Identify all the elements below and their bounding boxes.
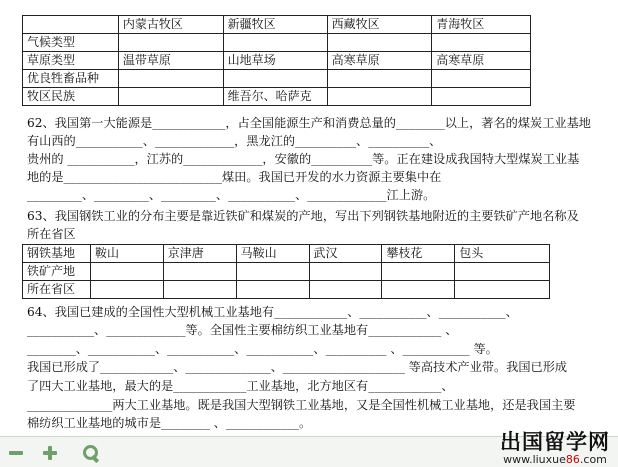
table-cell xyxy=(223,70,327,88)
table-cell xyxy=(309,281,382,299)
table-cell: 草原类型 xyxy=(23,52,119,70)
table-header-cell xyxy=(23,16,119,34)
table-row xyxy=(23,34,531,52)
table-row xyxy=(23,88,531,106)
table-cell: 温带草原 xyxy=(118,52,223,70)
pasture-table xyxy=(22,15,531,106)
table-header-row xyxy=(23,245,550,263)
table-cell: 高寒草原 xyxy=(432,52,531,70)
table-header-cell: 武汉 xyxy=(309,245,382,263)
zoom-in-button[interactable] xyxy=(40,442,62,464)
table-header-cell: 青海牧区 xyxy=(432,16,531,34)
table-cell: 山地草场 xyxy=(223,52,327,70)
table-header-cell: 包头 xyxy=(455,245,550,263)
question-62-line: 地的是__________________________煤田。我国已开发的水力资源主要集中在 xyxy=(27,170,442,184)
table-cell xyxy=(118,88,223,106)
table-cell xyxy=(327,88,432,106)
table-header-cell: 马鞍山 xyxy=(236,245,309,263)
table-cell xyxy=(90,281,163,299)
table-header-cell: 新疆牧区 xyxy=(223,16,327,34)
question-63-line: 63、我国钢铁工业的分布主要是靠近铁矿和煤炭的产地，写出下列钢铁基地附近的主要铁矿产地名称及 xyxy=(27,209,579,223)
table-cell xyxy=(90,263,163,281)
question-64-line: 棉纺织工业基地的城市是________ 、____________。 xyxy=(27,416,312,430)
watermark-logo xyxy=(500,430,610,466)
table-cell xyxy=(327,34,432,52)
steel-base-table xyxy=(22,244,550,299)
question-62-line: 贵州的 ___________，江苏的_____________，安徽的__________等。正在建设成我国特大型煤炭工业基 xyxy=(27,152,580,166)
question-64-line: ___________、_____________等。全国性主要棉纺织工业基地有____________ 、 xyxy=(27,323,458,337)
table-row xyxy=(23,263,550,281)
table-cell: 维吾尔、哈萨克 xyxy=(223,88,327,106)
table-cell xyxy=(382,281,455,299)
table-cell xyxy=(382,263,455,281)
question-64-line: 64、我国已建成的全国性大型机械工业基地有____________、___________、___________、 xyxy=(27,305,518,319)
table-header-cell: 内蒙古牧区 xyxy=(118,16,223,34)
table-cell: 高寒草原 xyxy=(327,52,432,70)
table-cell xyxy=(432,88,531,106)
table-cell xyxy=(432,70,531,88)
table-header-cell: 京津唐 xyxy=(163,245,236,263)
question-64-line: ______________两大工业基地。既是我国大型钢铁工业基地，又是全国性机械工业基地，还是我国主要 xyxy=(27,398,576,412)
question-62-line: 有山西的___________、_____________，黑龙江的__________、__________、 xyxy=(27,134,442,148)
table-cell: 牧区民族 xyxy=(23,88,119,106)
table-cell: 气候类型 xyxy=(23,34,119,52)
question-64-line: ________、___________、___________、___________、__________ 、___________ 等。 xyxy=(27,342,498,356)
table-cell xyxy=(309,263,382,281)
table-row xyxy=(23,70,531,88)
question-64-line: 了四大工业基地，最大的是____________工业基地，北方地区有____________、 xyxy=(27,379,454,393)
table-cell xyxy=(432,34,531,52)
table-header-cell: 西藏牧区 xyxy=(327,16,432,34)
zoom-out-button[interactable] xyxy=(6,442,28,464)
table-header-cell: 钢铁基地 xyxy=(23,245,91,263)
table-header-row xyxy=(23,16,531,34)
table-cell xyxy=(236,263,309,281)
table-cell: 优良牲畜品种 xyxy=(23,70,119,88)
table-cell xyxy=(236,281,309,299)
table-cell xyxy=(455,263,550,281)
table-cell: 铁矿产地 xyxy=(23,263,91,281)
search-button[interactable] xyxy=(80,442,102,464)
table-row xyxy=(23,52,531,70)
table-cell xyxy=(455,281,550,299)
question-62-line: 62、我国第一大能源是____________，占全国能源生产和消费总量的________以上，著名的煤炭工业基地 xyxy=(27,116,591,130)
question-63-line: 所在省区 xyxy=(27,227,76,241)
table-header-cell: 鞍山 xyxy=(90,245,163,263)
question-64-line: 我国已形成了____________、______________、____________________ 等高技术产业带。我国已形成 xyxy=(27,360,568,374)
table-cell xyxy=(118,70,223,88)
zoom-out-icon xyxy=(9,451,23,455)
table-header-cell: 攀枝花 xyxy=(382,245,455,263)
table-cell: 所在省区 xyxy=(23,281,91,299)
table-row xyxy=(23,281,550,299)
table-cell xyxy=(223,34,327,52)
table-cell xyxy=(163,263,236,281)
table-cell xyxy=(163,281,236,299)
watermark-url: www.liuxue86.com xyxy=(503,453,607,466)
question-62-line: _________、_________、_________、___________、_____________江上游。 xyxy=(27,188,436,202)
table-cell xyxy=(327,70,432,88)
watermark-title: 出国留学网 xyxy=(500,430,610,454)
table-cell xyxy=(118,34,223,52)
